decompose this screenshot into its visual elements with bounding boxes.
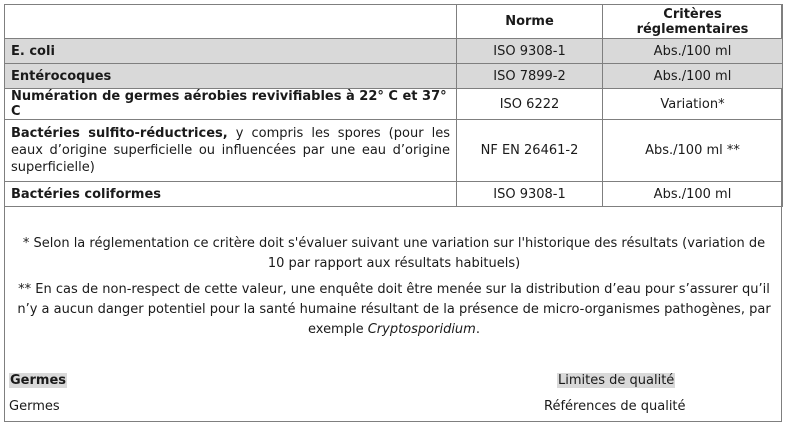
germ-name-germes-aerobies: Numération de germes aérobies revivifiables à 22° C et 37° C bbox=[5, 89, 457, 120]
norm-coliformes: ISO 9308-1 bbox=[457, 182, 603, 207]
germ-desc-line-2: eaux d’origine superficielle ou influencées par une eau d’origine bbox=[11, 143, 450, 158]
germ-desc-line-3: superficielle) bbox=[11, 160, 95, 175]
legend-germes-shaded-label: Germes bbox=[10, 373, 66, 388]
table-row-coliformes bbox=[5, 182, 783, 207]
microbiology-criteria-table bbox=[4, 4, 783, 207]
germ-name-coliformes: Bactéries coliformes bbox=[5, 182, 457, 207]
table-row-sulfito-reductrices bbox=[5, 120, 783, 182]
germ-cell-sulfito-reductrices bbox=[5, 120, 457, 182]
header-blank-cell bbox=[5, 5, 457, 39]
germ-name-enterocoques: Entérocoques bbox=[5, 64, 457, 89]
footnote-enquete-italic: Cryptosporidium bbox=[367, 322, 476, 337]
germ-name-ecoli: E. coli bbox=[5, 39, 457, 64]
table-row-ecoli bbox=[5, 39, 783, 64]
legend-limites bbox=[557, 371, 675, 391]
table-row-germes-aerobies bbox=[5, 89, 783, 120]
legend-germes-plain-label: Germes bbox=[9, 399, 60, 414]
criteria-coliformes: Abs./100 ml bbox=[603, 182, 783, 207]
norm-ecoli: ISO 9308-1 bbox=[457, 39, 603, 64]
table-header-row bbox=[5, 5, 783, 39]
footnote-enquete-text: ** En cas de non-respect de cette valeur, une enquête doit être menée sur la distribution d’eau pour s’assurer qu’il n’y a aucun danger potentiel pour la santé humaine résultant de la présence de micro-organismes pathogènes, par exemple bbox=[17, 282, 771, 337]
header-criteres: Critères réglementaires bbox=[603, 5, 783, 39]
footnote-enquete-end: . bbox=[475, 322, 480, 337]
criteria-germes-aerobies: Variation* bbox=[603, 89, 783, 120]
table-row-enterocoques bbox=[5, 64, 783, 89]
criteria-enterocoques: Abs./100 ml bbox=[603, 64, 783, 89]
legend-germes-shaded bbox=[9, 371, 67, 391]
norm-germes-aerobies: ISO 6222 bbox=[457, 89, 603, 120]
footnote-variation: * Selon la réglementation ce critère doit s'évaluer suivant une variation sur l'historique des résultats (variation de 10 par rapport aux résultats habituels) bbox=[22, 236, 766, 271]
germ-desc-line-1 bbox=[11, 125, 450, 142]
legend-limites-label: Limites de qualité bbox=[558, 373, 675, 388]
legend-germes-plain bbox=[9, 397, 60, 417]
legend-references-label: Références de qualité bbox=[544, 399, 686, 414]
header-norme: Norme bbox=[457, 5, 603, 39]
germ-name-sulfito-reductrices: Bactéries sulfito-réductrices, bbox=[11, 126, 228, 141]
footnote-enquete bbox=[14, 280, 774, 340]
criteria-ecoli: Abs./100 ml bbox=[603, 39, 783, 64]
legend-references bbox=[544, 397, 686, 417]
footnotes bbox=[14, 234, 774, 346]
norm-enterocoques: ISO 7899-2 bbox=[457, 64, 603, 89]
germ-desc-sulfito-part1: y compris les spores (pour les bbox=[235, 126, 450, 141]
criteria-sulfito-reductrices: Abs./100 ml ** bbox=[603, 120, 783, 182]
norm-sulfito-reductrices: NF EN 26461-2 bbox=[457, 120, 603, 182]
